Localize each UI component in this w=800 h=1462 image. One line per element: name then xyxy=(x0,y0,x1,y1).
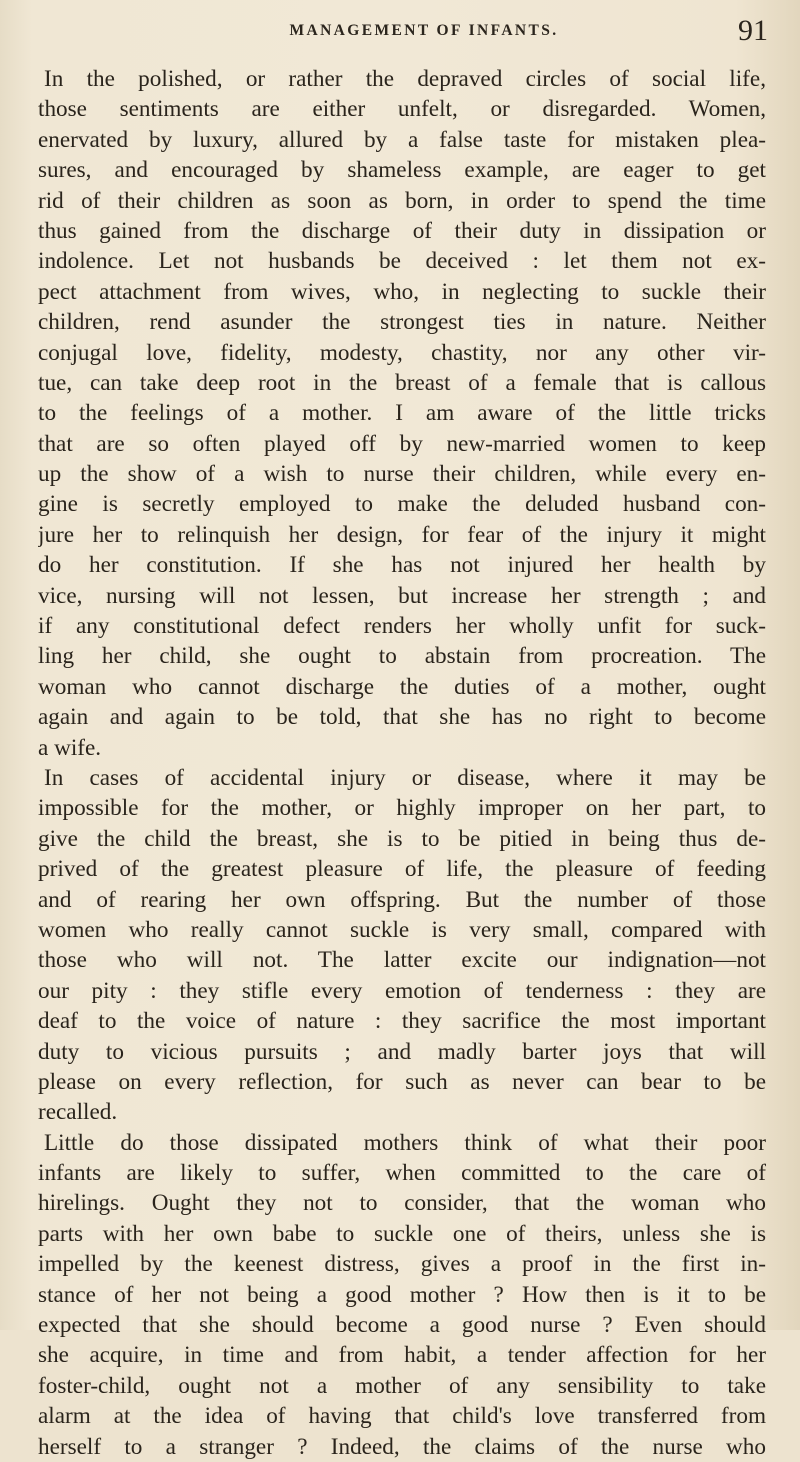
text-line: stance of her not being a good mother ? How then is it to be xyxy=(38,1281,766,1308)
text-line: please on every reflection, for such as never can bear to be xyxy=(38,1068,766,1095)
text-line: woman who cannot discharge the duties of a mother, ought xyxy=(38,673,766,700)
text-line: expected that she should become a good nurse ? Even should xyxy=(38,1312,766,1339)
text-line: alarm at the idea of having that child's love transferred from xyxy=(38,1403,766,1430)
text-line: do her constitution. If she has not injured her health by xyxy=(38,552,766,579)
text-line: again and again to be told, that she has no right to become xyxy=(38,704,766,731)
text-line: thus gained from the discharge of their duty in dissipation or xyxy=(38,217,766,244)
text-line: In the polished, or rather the depraved circles of social life, xyxy=(44,66,766,92)
text-line: sures, and encouraged by shameless example, are eager to get xyxy=(38,157,766,184)
text-line: gine is secretly employed to make the deluded husband con- xyxy=(38,491,766,518)
text-line: children, rend asunder the strongest ties in nature. Neither xyxy=(38,309,766,336)
text-line: indolence. Let not husbands be deceived : let them not ex- xyxy=(38,248,766,275)
text-line: parts with her own babe to suckle one of theirs, unless she is xyxy=(38,1220,766,1247)
text-line: duty to vicious pursuits ; and madly barter joys that will xyxy=(38,1038,766,1065)
text-line: our pity : they stifle every emotion of tenderness : they are xyxy=(38,977,766,1004)
text-line: prived of the greatest pleasure of life, the pleasure of feeding xyxy=(38,856,766,883)
text-line: give the child the breast, she is to be pitied in being thus de- xyxy=(38,825,766,852)
text-line: pect attachment from wives, who, in neglecting to suckle their xyxy=(38,278,766,305)
text-line: tue, can take deep root in the breast of a female that is callous xyxy=(38,369,766,396)
text-line: In cases of accidental injury or disease, where it may be xyxy=(44,764,766,791)
text-line: impossible for the mother, or highly improper on her part, to xyxy=(38,795,766,822)
page-number: 91 xyxy=(738,14,768,47)
text-line: Little do those dissipated mothers think of what their poor xyxy=(44,1129,766,1156)
text-line: impelled by the keenest distress, gives a proof in the first in- xyxy=(38,1251,766,1278)
text-line: hirelings. Ought they not to consider, that the woman who xyxy=(38,1190,766,1217)
text-line: those who will not. The latter excite our indignation—not xyxy=(38,947,766,974)
text-line: ling her child, she ought to abstain from procreation. The xyxy=(38,643,766,670)
page-header xyxy=(80,14,768,54)
text-line: recalled. xyxy=(38,1099,118,1126)
text-line: rid of their children as soon as born, in order to spend the time xyxy=(38,187,766,214)
text-line: if any constitutional defect renders her wholly unfit for suck- xyxy=(38,613,766,640)
text-line: jure her to relinquish her design, for fear of the injury it might xyxy=(38,521,766,548)
text-line: and of rearing her own offspring. But the number of those xyxy=(38,886,766,913)
text-line: foster-child, ought not a mother of any sensibility to take xyxy=(38,1372,766,1399)
text-line: she acquire, in time and from habit, a tender affection for her xyxy=(38,1342,766,1369)
text-line: women who really cannot suckle is very small, compared with xyxy=(38,916,766,943)
body-text xyxy=(38,64,766,1462)
text-line: deaf to the voice of nature : they sacrifice the most important xyxy=(38,1008,766,1035)
text-line: vice, nursing will not lessen, but increase her strength ; and xyxy=(38,582,766,609)
text-line: enervated by luxury, allured by a false taste for mistaken plea- xyxy=(38,126,766,153)
text-line: those sentiments are either unfelt, or disregarded. Women, xyxy=(38,96,766,123)
text-line: to the feelings of a mother. I am aware of the little tricks xyxy=(38,400,766,427)
running-title: MANAGEMENT OF INFANTS. xyxy=(289,22,559,39)
text-line: conjugal love, fidelity, modesty, chastity, nor any other vir- xyxy=(38,339,766,366)
text-line: up the show of a wish to nurse their children, while every en- xyxy=(38,461,766,488)
text-line: herself to a stranger ? Indeed, the claims of the nurse who xyxy=(38,1433,766,1460)
text-line: a wife. xyxy=(38,734,102,761)
text-line: that are so often played off by new-married women to keep xyxy=(38,430,766,457)
text-line: infants are likely to suffer, when committed to the care of xyxy=(38,1160,766,1187)
